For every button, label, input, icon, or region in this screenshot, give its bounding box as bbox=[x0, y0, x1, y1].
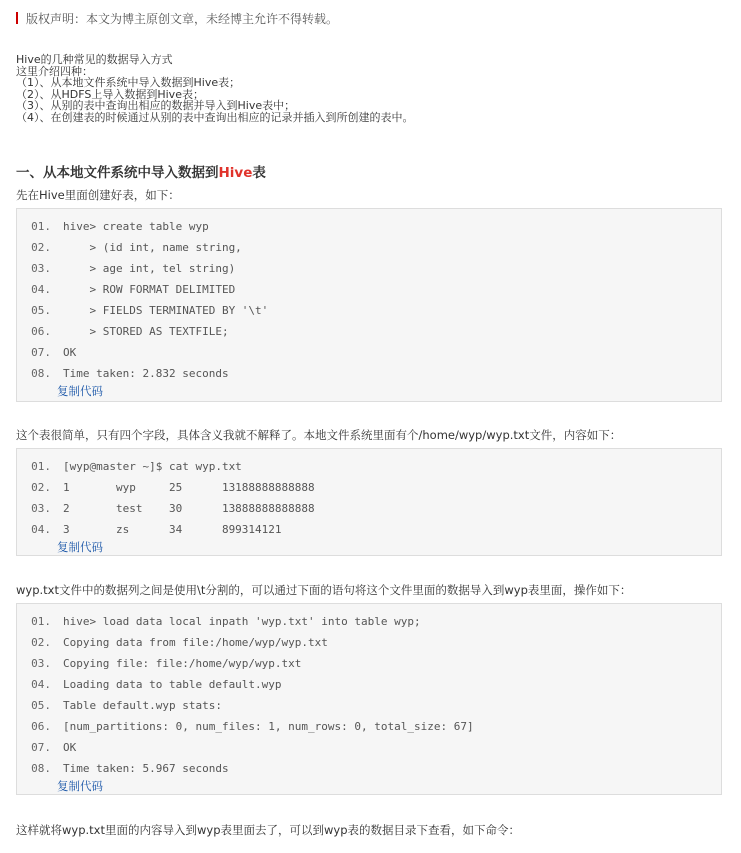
line-number: 07. bbox=[31, 741, 51, 754]
code-line bbox=[17, 456, 721, 477]
line-number: 04. bbox=[31, 678, 51, 691]
heading-accent: Hive bbox=[218, 165, 253, 181]
code-text: > (id int, name string, bbox=[63, 241, 242, 254]
code-text: hive> create table wyp bbox=[63, 220, 209, 233]
intro-item: （4）、在创建表的时候通过从别的表中查询出相应的记录并插入到所创建的表中。 bbox=[16, 110, 414, 124]
code-block-cat-file bbox=[16, 448, 722, 556]
code-line bbox=[17, 477, 721, 498]
line-number: 05. bbox=[31, 304, 51, 317]
line-number: 01. bbox=[31, 615, 51, 628]
code-block-create-table bbox=[16, 208, 722, 402]
code-line bbox=[17, 321, 721, 342]
code-block-load-data bbox=[16, 603, 722, 795]
code-text: [num_partitions: 0, num_files: 1, num_rows: 0, total_size: 67] bbox=[63, 720, 474, 733]
code-line bbox=[17, 519, 721, 540]
line-number: 05. bbox=[31, 699, 51, 712]
code-line bbox=[17, 342, 721, 363]
line-number: 02. bbox=[31, 481, 51, 494]
line-number: 04. bbox=[31, 283, 51, 296]
heading-suffix: 表 bbox=[252, 165, 266, 181]
code-line bbox=[17, 300, 721, 321]
line-number: 03. bbox=[31, 502, 51, 515]
line-number: 07. bbox=[31, 346, 51, 359]
intro-subtitle: 这里介绍四种： bbox=[16, 64, 93, 78]
intro-item: （2）、从HDFS上导入数据到Hive表； bbox=[16, 87, 204, 101]
line-number: 06. bbox=[31, 720, 51, 733]
code-text: Time taken: 2.832 seconds bbox=[63, 367, 229, 380]
code-line bbox=[17, 758, 721, 779]
code-line bbox=[17, 695, 721, 716]
code-text: Time taken: 5.967 seconds bbox=[63, 762, 229, 775]
code-line bbox=[17, 363, 721, 384]
paragraph-check-dir: 这样就将wyp.txt里面的内容导入到wyp表里面去了，可以到wyp表的数据目录下查看，如下命令： bbox=[16, 823, 521, 837]
copyright-text: 版权声明：本文为博主原创文章，未经博主允许不得转载。 bbox=[26, 12, 339, 26]
code-text: > ROW FORMAT DELIMITED bbox=[63, 283, 236, 296]
code-line bbox=[17, 737, 721, 758]
copy-code-link[interactable]: 复制代码 bbox=[57, 540, 103, 554]
line-number: 06. bbox=[31, 325, 51, 338]
code-line bbox=[17, 279, 721, 300]
section-heading bbox=[16, 161, 266, 181]
copy-code-link[interactable]: 复制代码 bbox=[57, 384, 103, 398]
line-number: 08. bbox=[31, 367, 51, 380]
article-intro bbox=[16, 54, 414, 124]
paragraph-local-file: 这个表很简单，只有四个字段，具体含义我就不解释了。本地文件系统里面有个/home/wyp/wyp.txt文件，内容如下： bbox=[16, 428, 622, 442]
copyright-marker bbox=[16, 12, 18, 24]
line-number: 02. bbox=[31, 241, 51, 254]
code-line bbox=[17, 632, 721, 653]
code-text: 2 test 30 13888888888888 bbox=[63, 502, 315, 515]
code-line bbox=[17, 237, 721, 258]
line-number: 03. bbox=[31, 262, 51, 275]
copyright-notice bbox=[16, 10, 338, 28]
code-text: [wyp@master ~]$ cat wyp.txt bbox=[63, 460, 242, 473]
intro-item: （3）、从别的表中查询出相应的数据并导入到Hive表中； bbox=[16, 99, 296, 113]
paragraph-create-table: 先在Hive里面创建好表，如下： bbox=[16, 188, 180, 202]
line-number: 01. bbox=[31, 460, 51, 473]
code-text: hive> load data local inpath 'wyp.txt' into table wyp; bbox=[63, 615, 421, 628]
code-text: > STORED AS TEXTFILE; bbox=[63, 325, 229, 338]
paragraph-load-data: wyp.txt文件中的数据列之间是使用\t分割的，可以通过下面的语句将这个文件里面的数据导入到wyp表里面，操作如下： bbox=[16, 583, 632, 597]
heading-prefix: 一、从本地文件系统中导入数据到 bbox=[16, 165, 219, 181]
line-number: 01. bbox=[31, 220, 51, 233]
code-text: Copying data from file:/home/wyp/wyp.txt bbox=[63, 636, 328, 649]
line-number: 03. bbox=[31, 657, 51, 670]
code-line bbox=[17, 498, 721, 519]
code-text: OK bbox=[63, 741, 77, 754]
line-number: 04. bbox=[31, 523, 51, 536]
code-line bbox=[17, 611, 721, 632]
line-number: 02. bbox=[31, 636, 51, 649]
code-lines bbox=[17, 449, 721, 540]
code-text: Loading data to table default.wyp bbox=[63, 678, 282, 691]
code-text: > FIELDS TERMINATED BY '\t' bbox=[63, 304, 269, 317]
code-text: OK bbox=[63, 346, 77, 359]
code-text: Copying file: file:/home/wyp/wyp.txt bbox=[63, 657, 302, 670]
code-line bbox=[17, 674, 721, 695]
code-text: 1 wyp 25 13188888888888 bbox=[63, 481, 315, 494]
code-text: Table default.wyp stats: bbox=[63, 699, 222, 712]
code-line bbox=[17, 216, 721, 237]
code-text: 3 zs 34 899314121 bbox=[63, 523, 282, 536]
code-text: > age int, tel string) bbox=[63, 262, 236, 275]
line-number: 08. bbox=[31, 762, 51, 775]
intro-item: （1）、从本地文件系统中导入数据到Hive表； bbox=[16, 76, 241, 90]
code-line bbox=[17, 653, 721, 674]
intro-title: Hive的几种常见的数据导入方式 bbox=[16, 53, 173, 66]
code-lines bbox=[17, 604, 721, 779]
copy-code-link[interactable]: 复制代码 bbox=[57, 779, 103, 793]
code-lines bbox=[17, 209, 721, 384]
code-line bbox=[17, 258, 721, 279]
code-line bbox=[17, 716, 721, 737]
